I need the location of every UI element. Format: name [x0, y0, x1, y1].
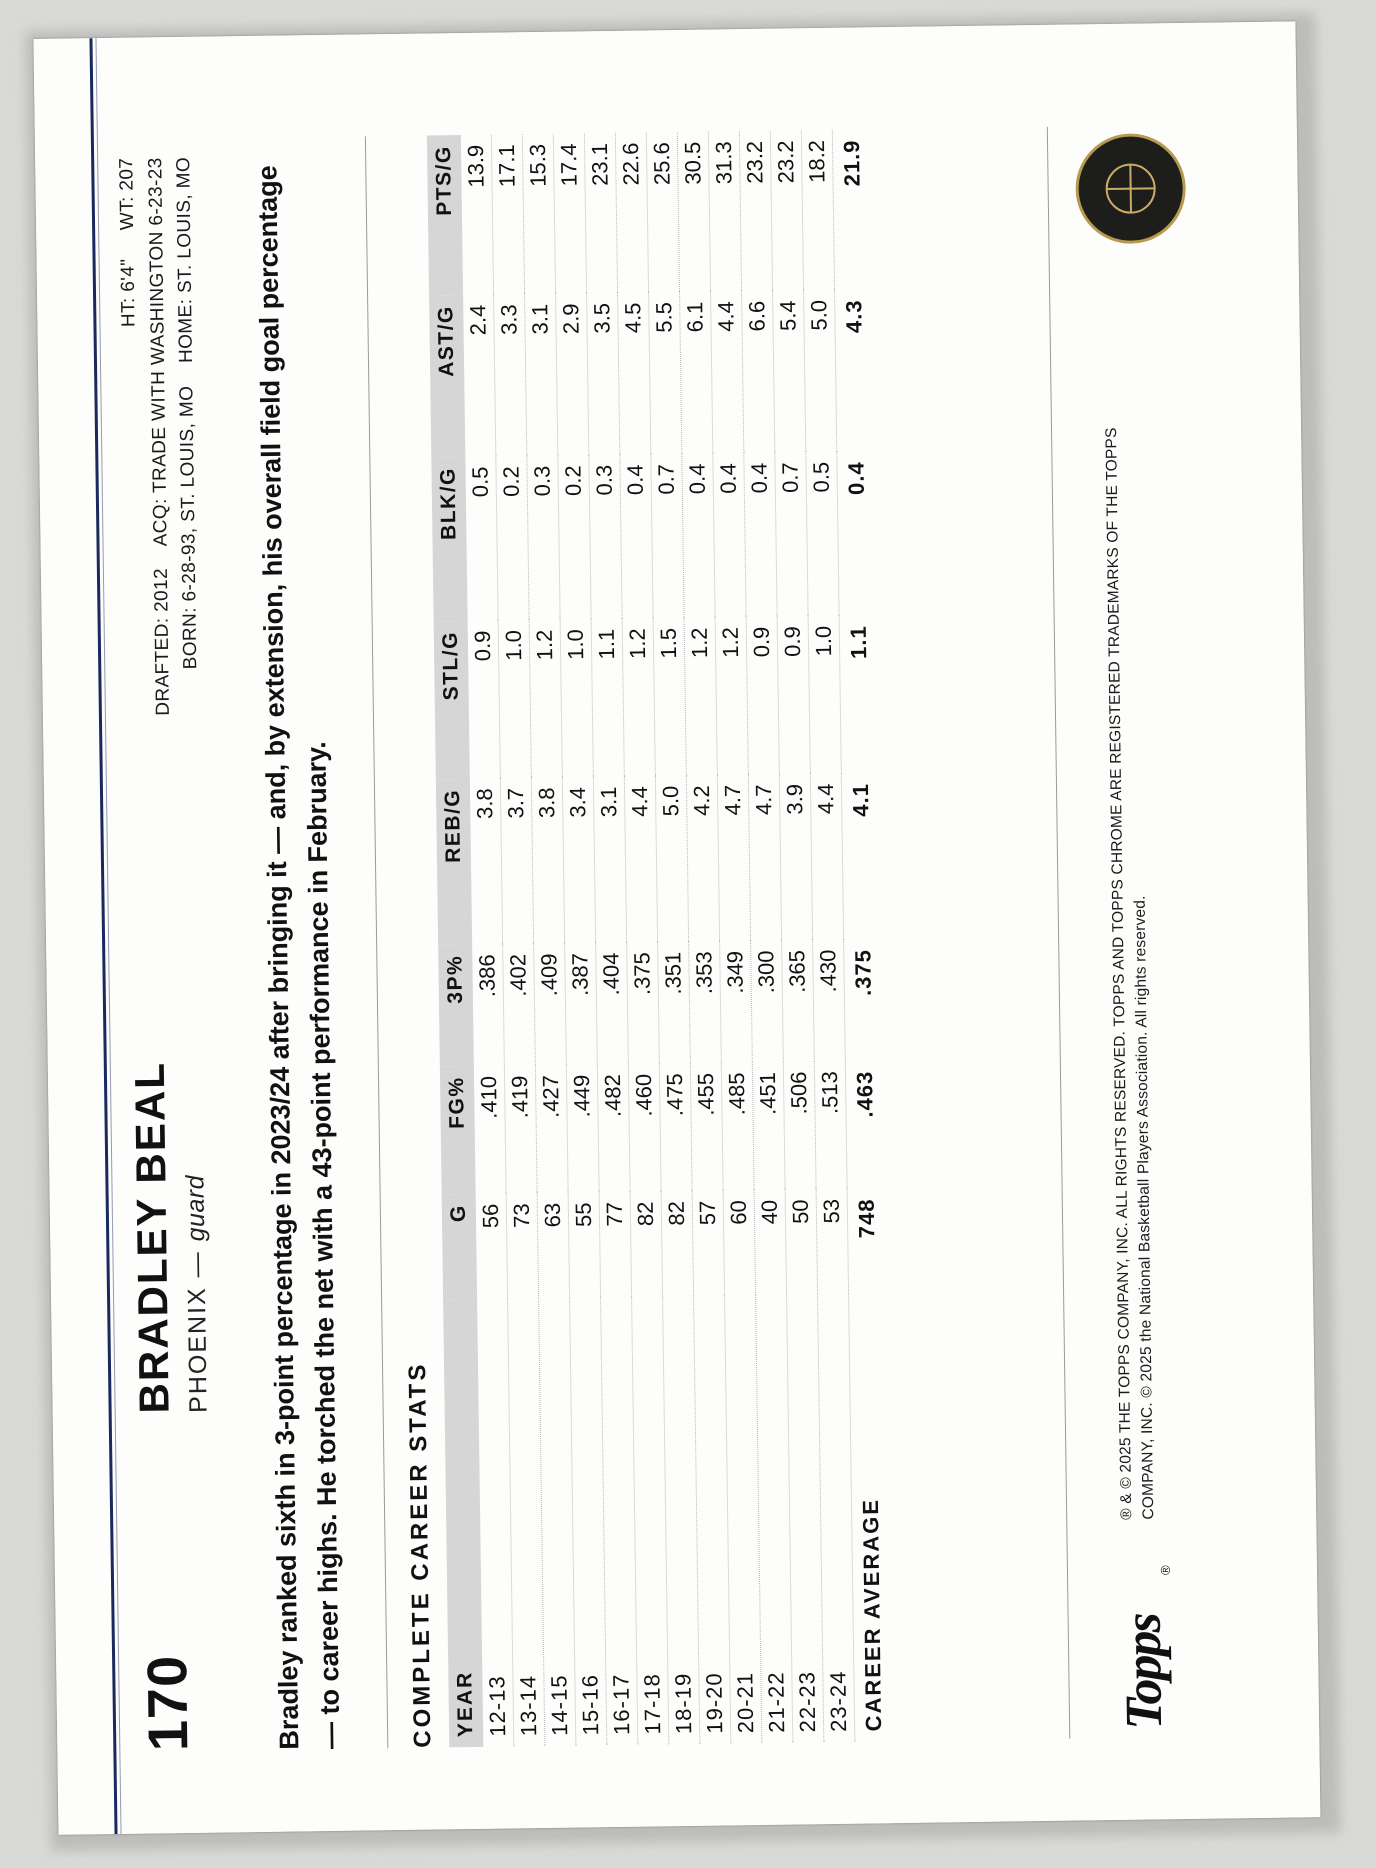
divider-top: [365, 136, 389, 1748]
cell-stat: 0.3: [527, 456, 560, 620]
col-blkg: BLK/G: [431, 457, 467, 621]
card-face-back: [33, 21, 1320, 1834]
cell-stat: 3.8: [470, 778, 503, 944]
cell-stat: 18.2: [801, 130, 834, 290]
cell-stat: .449: [566, 1064, 599, 1192]
legal-text: ® & © 2025 THE TOPPS COMPANY, INC. ALL RIGHTS RESERVED. TOPPS AND TOPPS CHROME ARE REGISTERED TRADEMARKS OF THE TOPPS COMPANY, INC. © 2025 the National Basketball Players Association. All rights reserved.: [1102, 427, 1158, 1520]
cell-stat: 1.2: [622, 618, 655, 776]
cell-stat: 6.6: [742, 291, 775, 453]
cell-stat: 3.4: [562, 777, 595, 943]
registered-mark-icon: ®: [1157, 1565, 1174, 1576]
cell-stat: 0.2: [496, 456, 529, 620]
cell-stat: .485: [721, 1062, 754, 1190]
cell-stat: 4.4: [624, 776, 657, 942]
cell-stat: 4.4: [711, 291, 744, 453]
cell-stat: 23.1: [584, 133, 617, 293]
cell-stat: 15.3: [522, 134, 555, 294]
drafted-value: DRAFTED: 2012: [150, 567, 174, 716]
cell-stat: 13.9: [461, 135, 494, 295]
cell-stat: 2.4: [463, 295, 496, 457]
cell-year: 17-18: [632, 1297, 669, 1745]
cell-year: 23-24: [818, 1294, 855, 1742]
col-year: YEAR: [443, 1299, 483, 1747]
cell-stat: 23.2: [770, 130, 803, 290]
cell-stat: 0.9: [777, 616, 810, 774]
cell-stat: .404: [596, 942, 629, 1064]
cell-stat: 1.0: [808, 616, 841, 774]
cell-stat: 1.1: [845, 625, 872, 660]
cell-stat: 0.2: [558, 455, 591, 619]
col-3ppct: 3P%: [438, 945, 474, 1067]
cell-stat: .365: [782, 940, 815, 1062]
cell-stat: .300: [751, 940, 784, 1062]
cell-stat: 56: [476, 1194, 508, 1300]
cell-stat: 3.8: [531, 777, 564, 943]
card-content-rotated: [33, 21, 1320, 1834]
cell-stat: 0.4: [682, 453, 715, 617]
cell-year: 16-17: [601, 1297, 638, 1745]
cell-stat: 0.4: [713, 453, 746, 617]
cell-stat: .475: [659, 1063, 692, 1191]
cell-stat: 30.5: [677, 132, 710, 292]
cell-stat: 0.9: [746, 616, 779, 774]
cell-stat: 1.2: [715, 617, 748, 775]
cell-stat: 5.0: [655, 776, 688, 942]
divider-bottom: [1047, 127, 1071, 1739]
cell-stat: .430: [813, 939, 846, 1061]
cell-stat: .451: [752, 1062, 785, 1190]
cell-stat: .402: [503, 944, 536, 1066]
topps-wordmark: Topps: [1114, 1614, 1174, 1731]
cell-stat: .353: [689, 941, 722, 1063]
cell-stat: 4.2: [686, 775, 719, 941]
cell-stat: 25.6: [646, 132, 679, 292]
cell-stat: 4.1: [847, 782, 874, 817]
col-ptsg: PTS/G: [427, 135, 463, 295]
player-name: BRADLEY BEAL: [125, 1060, 178, 1414]
cell-stat: .419: [504, 1065, 537, 1193]
height-value: HT: 6'4": [117, 258, 140, 328]
cell-stat: 1.5: [653, 618, 686, 776]
home-value: HOME: ST. LOUIS, MO: [173, 156, 198, 364]
cell-stat: .410: [474, 1066, 506, 1194]
born-value: BORN: 6-28-93, ST. LOUIS, MO: [176, 385, 202, 670]
cell-stat: 0.4: [843, 461, 869, 496]
cell-year: 14-15: [539, 1298, 576, 1746]
cell-stat: .427: [535, 1065, 568, 1193]
stats-section-title: COMPLETE CAREER STATS: [403, 1361, 437, 1748]
cell-stat: 82: [661, 1191, 693, 1297]
cell-year: 19-20: [694, 1296, 731, 1744]
cell-stat: 53: [816, 1189, 848, 1295]
cell-stat: 0.3: [589, 455, 622, 619]
cell-year: 20-21: [725, 1296, 762, 1744]
cell-stat: 5.4: [773, 290, 806, 452]
col-g: G: [442, 1194, 477, 1300]
cell-stat: 40: [754, 1190, 786, 1296]
cell-stat: 2.9: [556, 293, 589, 455]
cell-stat: .375: [850, 948, 876, 997]
team-and-position: [181, 1175, 213, 1413]
cell-stat: 1.2: [684, 617, 717, 775]
cell-stat: 0.7: [651, 454, 684, 618]
team-name: PHOENIX: [182, 1286, 213, 1414]
col-stlg: STL/G: [434, 621, 470, 779]
cell-stat: .513: [814, 1061, 847, 1189]
cell-year: 18-19: [663, 1296, 700, 1744]
cell-stat: 4.7: [717, 775, 750, 941]
cell-stat: 3.7: [500, 778, 533, 944]
topps-logo: [1113, 1565, 1177, 1731]
position-label: guard: [181, 1174, 211, 1242]
cell-stat: .463: [851, 1070, 878, 1118]
cell-stat: 1.1: [591, 619, 624, 777]
cell-stat: 55: [568, 1192, 600, 1298]
cell-stat: 1.0: [498, 620, 531, 778]
cell-stat: 3.3: [494, 294, 527, 456]
player-blurb: Bradley ranked sixth in 3-point percentage in 2023/24 after bringing it — and, by extension, his overall field goal percentage — to career highs. He torched the net with a 43-point performance in February.: [252, 165, 345, 1750]
stats-body: [461, 129, 889, 1747]
cell-stat: 0.5: [806, 452, 839, 616]
trading-card: [25, 13, 1340, 1851]
card-number: 170: [135, 1654, 200, 1752]
cell-stat: .349: [720, 941, 753, 1063]
cell-stat: 4.5: [618, 292, 651, 454]
acquired-value: ACQ: TRADE WITH WASHINGTON 6-23-23: [144, 157, 172, 547]
cell-stat: 3.5: [587, 293, 620, 455]
col-fgpct: FG%: [440, 1066, 476, 1194]
cell-stat: 5.0: [804, 290, 837, 452]
nbpa-seal: [1075, 133, 1187, 245]
separator-dash: —: [182, 1241, 211, 1278]
col-astg: AST/G: [429, 295, 465, 457]
cell-year: 12-13: [477, 1299, 514, 1747]
cell-stat: 17.4: [553, 133, 586, 293]
cell-stat: 21.9: [838, 139, 865, 187]
cell-stat: 4.4: [810, 773, 843, 939]
cell-stat: 1.2: [529, 619, 562, 777]
cell-stat: 1.0: [560, 619, 593, 777]
cell-stat: 0.5: [465, 456, 498, 620]
cell-stat: .351: [658, 942, 691, 1064]
weight-value: WT: 207: [116, 157, 139, 231]
cell-stat: 4.3: [841, 299, 867, 334]
cell-year: 22-23: [787, 1295, 824, 1743]
cell-stat: 17.1: [491, 134, 524, 294]
cell-stat: 3.9: [779, 774, 812, 940]
cell-year: CAREER AVERAGE: [857, 1497, 887, 1732]
cell-stat: 3.1: [525, 294, 558, 456]
cell-stat: .455: [690, 1063, 723, 1191]
career-stats-table: [427, 129, 889, 1747]
cell-year: 21-22: [756, 1295, 793, 1743]
cell-stat: 6.1: [680, 292, 713, 454]
cell-stat: 77: [599, 1192, 631, 1298]
cell-stat: .386: [472, 944, 504, 1066]
cell-stat: 63: [537, 1193, 569, 1299]
basketball-icon: [1105, 163, 1156, 214]
cell-year: 15-16: [570, 1298, 607, 1746]
cell-stat: .506: [783, 1061, 816, 1189]
cell-year: 13-14: [508, 1299, 545, 1747]
cell-stat: .375: [627, 942, 660, 1064]
cell-stat: .409: [534, 943, 567, 1065]
cell-stat: 0.7: [775, 452, 808, 616]
cell-stat: 0.9: [468, 620, 501, 778]
cell-stat: 23.2: [739, 131, 772, 291]
cell-stat: 57: [692, 1190, 724, 1296]
cell-stat: 4.7: [748, 774, 781, 940]
cell-stat: 0.4: [620, 454, 653, 618]
player-vitals: [113, 157, 206, 717]
cell-stat: 22.6: [615, 132, 648, 292]
cell-stat: .387: [565, 943, 598, 1065]
cell-stat: 5.5: [649, 292, 682, 454]
cell-stat: 50: [785, 1189, 817, 1295]
cell-stat: 60: [723, 1190, 755, 1296]
cell-stat: 31.3: [708, 131, 741, 291]
cell-stat: 0.4: [744, 453, 777, 617]
cell-stat: 3.1: [593, 776, 626, 942]
cell-stat: 82: [630, 1191, 662, 1297]
col-rebg: REB/G: [436, 779, 472, 946]
cell-stat: .482: [597, 1064, 630, 1192]
cell-stat: .460: [628, 1064, 661, 1192]
cell-stat: 748: [853, 1198, 880, 1239]
cell-stat: 73: [506, 1193, 538, 1299]
